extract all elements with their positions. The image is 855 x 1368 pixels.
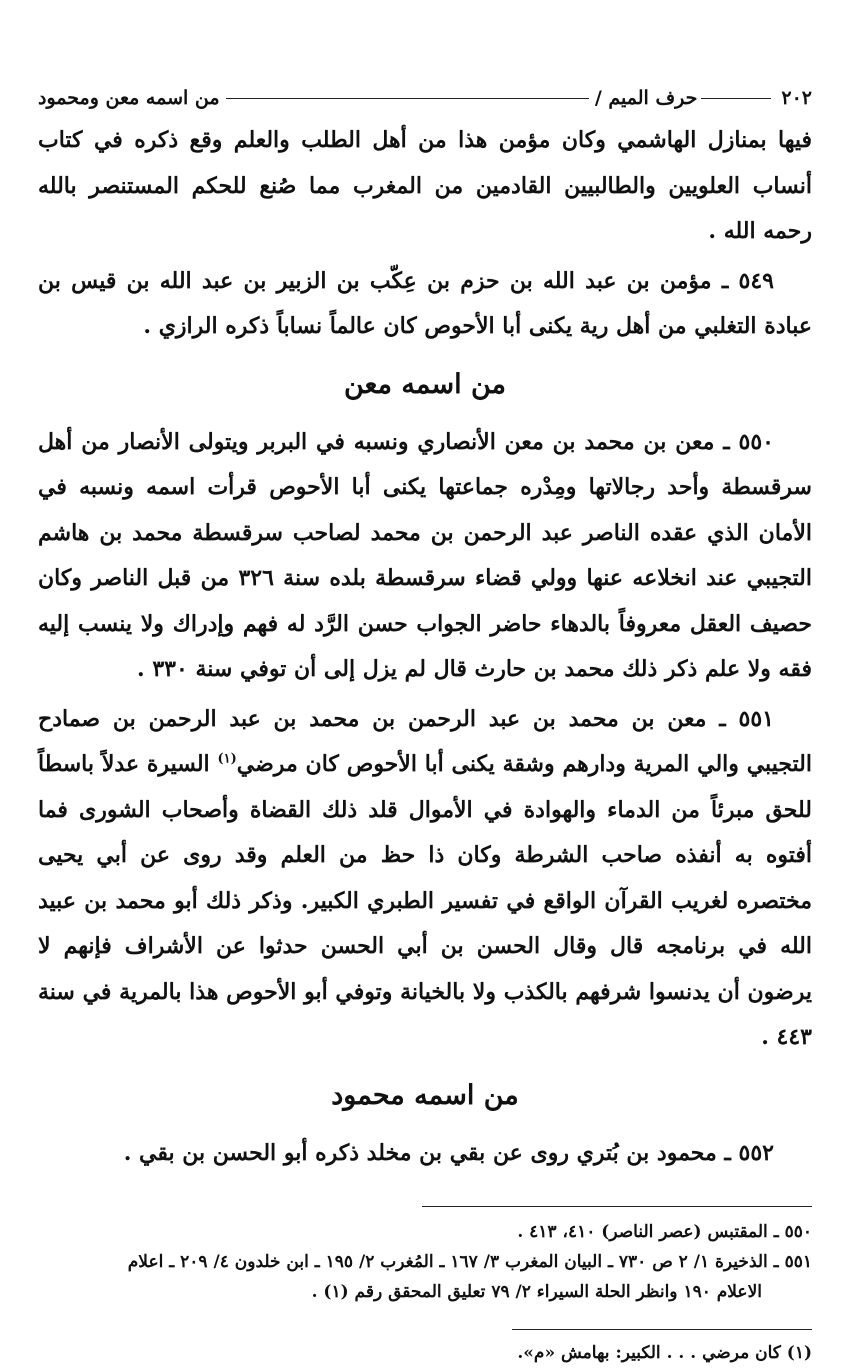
running-header xyxy=(38,78,812,118)
entry-549: ٥٤٩ ـ مؤمن بن عبد الله بن حزم بن عِكّب بن الزبير بن عبد الله بن قيس بن عبادة التغلبي من أهل رية يكنى أبا الأحوص كان عالماً نساباً ذكره الرازي . xyxy=(38,267,812,339)
entry-551-text-a: ٥٥١ ـ معن بن محمد بن عبد الرحمن بن محمد بن عبد الرحمن بن صمادح التجيبي والي المرية ودارهم وشقة يكنى أبا الأحوص كان مرضي xyxy=(38,705,812,777)
book-page xyxy=(38,78,812,1368)
section-heading-maan: من اسمه معن xyxy=(343,368,507,400)
entry-552: ٥٥٢ ـ محمود بن بُتري روى عن بقي بن مخلد ذكره أبو الحسن بن بقي . xyxy=(123,1139,774,1166)
footnote-1: (١) كان مرضي . . . الكبير: بهامش «م». xyxy=(517,1343,812,1363)
section-heading-mahmoud: من اسمه محمود xyxy=(331,1079,519,1111)
header-rule-long xyxy=(226,98,589,99)
page-number: ٢٠٢ xyxy=(781,87,812,109)
header-chapter-title: من اسمه معن ومحمود xyxy=(38,87,220,109)
footnote-reference: (١) xyxy=(217,751,237,767)
entry-551-text-b: السيرة عدلاً باسطاً للحق مبرئاً من الدماء والهوادة في الأموال قلد ذلك القضاة وأصحاب الشورى فما أفتوه به أنفذه صاحب الشرطة وكان ذا حظ من العلم وقد روى عن أبي يحيى مختصره لغريب القرآن الواقع في تفسير الطبري الكبير. وذكر ذلك أبو محمد بن عبيد الله في برنامجه قال وقال الحسن بن أبي الحسن حدثوا عن الأشراف فإنهم لا يرضون أن يدنسوا شرفهم بالكذب ولا بالخيانة وتوفي أبو الأحوص هذا بالمرية في سنة ٤٤٣ . xyxy=(38,751,812,1050)
entry-551 xyxy=(38,697,812,1061)
paragraph-continuation: فيها بمنازل الهاشمي وكان مؤمن هذا من أهل الطلب والعلم وقع ذكره في كتاب أنساب العلويين والطالبيين القادمين من المغرب مما صُنع للحكم المستنصر بالله رحمه الله . xyxy=(38,127,812,244)
source-note-551: ٥٥١ ـ الذخيرة ١/ ٢ ص ٧٣٠ ـ البيان المغرب ٣/ ١٦٧ ـ المُغرب ٢/ ١٩٥ ـ ابن خلدون ٤/ ٢٠٩ ـ اعلام xyxy=(127,1252,812,1272)
footnote-divider xyxy=(512,1329,812,1330)
source-note-551-continued: الاعلام ١٩٠ وانظر الحلة السيراء ٢/ ٧٩ تعليق المحقق رقم (١) . xyxy=(311,1282,762,1302)
header-rule-short xyxy=(701,98,771,99)
notes-divider xyxy=(422,1206,812,1207)
entry-550: ٥٥٠ ـ معن بن محمد بن معن الأنصاري ونسبه في البربر ويتولى الأنصار من أهل سرقسطة وأحد رجالاتها ومِدْره جماعتها يكنى أبا الأحوص قرأت اسمه ونسبه في الأمان الذي عقده الناصر عبد الرحمن بن محمد لصاحب سرقسطة محمد بن هاشم التجيبي عند انخلاعه عنها وولي قضاء سرقسطة بلده سنة ٣٢٦ من قبل الناصر وكان حصيف العقل معروفاً بالدهاء حاضر الجواب حسن الرَّد له فهم وإدراك ولا ينسب إليه فقه ولا علم ذكر ذلك محمد بن حارث قال لم يزل إلى أن توفي سنة ٣٣٠ . xyxy=(38,428,812,682)
source-note-550: ٥٥٠ ـ المقتبس (عصر الناصر) ٤١٠، ٤١٣ . xyxy=(517,1222,812,1242)
header-section: حرف الميم / xyxy=(594,87,698,109)
